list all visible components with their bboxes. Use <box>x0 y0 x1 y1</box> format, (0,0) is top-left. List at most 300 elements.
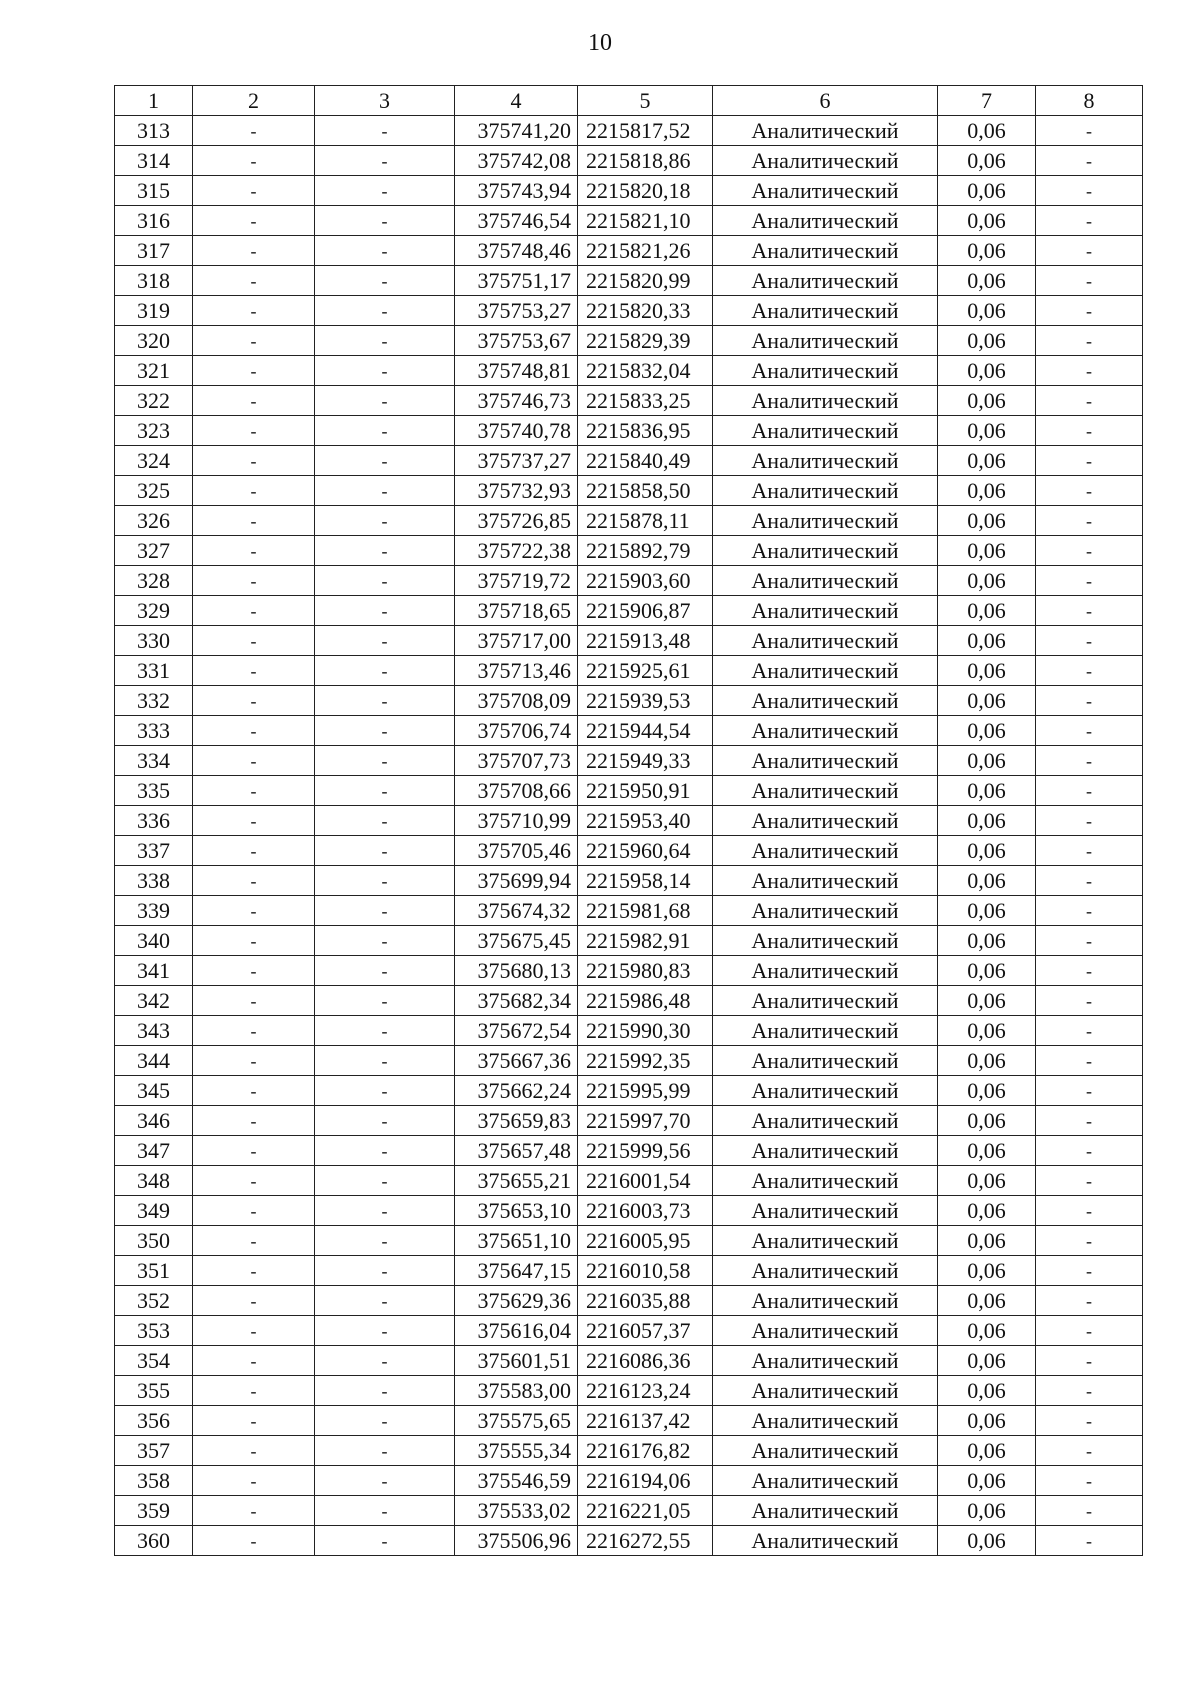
accuracy: 0,06 <box>938 146 1036 176</box>
col-2-value: - <box>193 1316 315 1346</box>
x-coordinate: 375533,02 <box>455 1496 578 1526</box>
table-row <box>115 536 1143 566</box>
table-row <box>115 1196 1143 1226</box>
table-row <box>115 1496 1143 1526</box>
accuracy: 0,06 <box>938 596 1036 626</box>
x-coordinate: 375751,17 <box>455 266 578 296</box>
col-8-value: - <box>1036 1346 1143 1376</box>
table-row <box>115 896 1143 926</box>
y-coordinate: 2215990,30 <box>578 1016 713 1046</box>
table-row <box>115 1316 1143 1346</box>
x-coordinate: 375726,85 <box>455 506 578 536</box>
col-3-value: - <box>315 476 455 506</box>
col-3-value: - <box>315 866 455 896</box>
accuracy: 0,06 <box>938 116 1036 146</box>
y-coordinate: 2215840,49 <box>578 446 713 476</box>
x-coordinate: 375601,51 <box>455 1346 578 1376</box>
method: Аналитический <box>713 266 938 296</box>
y-coordinate: 2215892,79 <box>578 536 713 566</box>
y-coordinate: 2215820,33 <box>578 296 713 326</box>
x-coordinate: 375699,94 <box>455 866 578 896</box>
col-3-value: - <box>315 1226 455 1256</box>
x-coordinate: 375710,99 <box>455 806 578 836</box>
table-row <box>115 1376 1143 1406</box>
table-row <box>115 386 1143 416</box>
col-3-value: - <box>315 1196 455 1226</box>
y-coordinate: 2215980,83 <box>578 956 713 986</box>
col-2-value: - <box>193 416 315 446</box>
col-8-value: - <box>1036 416 1143 446</box>
y-coordinate: 2216272,55 <box>578 1526 713 1556</box>
accuracy: 0,06 <box>938 1406 1036 1436</box>
table-row <box>115 716 1143 746</box>
col-2-value: - <box>193 446 315 476</box>
col-3-value: - <box>315 656 455 686</box>
y-coordinate: 2215878,11 <box>578 506 713 536</box>
col-3-value: - <box>315 1406 455 1436</box>
col-2-value: - <box>193 326 315 356</box>
col-8-value: - <box>1036 206 1143 236</box>
x-coordinate: 375506,96 <box>455 1526 578 1556</box>
col-8-value: - <box>1036 446 1143 476</box>
y-coordinate: 2215997,70 <box>578 1106 713 1136</box>
accuracy: 0,06 <box>938 716 1036 746</box>
col-8-value: - <box>1036 896 1143 926</box>
col-8-value: - <box>1036 746 1143 776</box>
accuracy: 0,06 <box>938 416 1036 446</box>
accuracy: 0,06 <box>938 1166 1036 1196</box>
col-8-value: - <box>1036 1406 1143 1436</box>
point-number: 324 <box>115 446 193 476</box>
point-number: 342 <box>115 986 193 1016</box>
col-3-value: - <box>315 716 455 746</box>
col-2-value: - <box>193 356 315 386</box>
y-coordinate: 2215982,91 <box>578 926 713 956</box>
x-coordinate: 375713,46 <box>455 656 578 686</box>
point-number: 317 <box>115 236 193 266</box>
col-3-value: - <box>315 566 455 596</box>
col-8-value: - <box>1036 1466 1143 1496</box>
col-2-value: - <box>193 1226 315 1256</box>
x-coordinate: 375718,65 <box>455 596 578 626</box>
col-2-value: - <box>193 206 315 236</box>
table-body <box>115 116 1143 1556</box>
table-row <box>115 236 1143 266</box>
point-number: 315 <box>115 176 193 206</box>
col-8-value: - <box>1036 1136 1143 1166</box>
table-row <box>115 656 1143 686</box>
accuracy: 0,06 <box>938 506 1036 536</box>
y-coordinate: 2215832,04 <box>578 356 713 386</box>
col-3-value: - <box>315 536 455 566</box>
col-3-value: - <box>315 836 455 866</box>
method: Аналитический <box>713 146 938 176</box>
method: Аналитический <box>713 926 938 956</box>
table-row <box>115 1136 1143 1166</box>
col-8-value: - <box>1036 1316 1143 1346</box>
accuracy: 0,06 <box>938 626 1036 656</box>
col-8-value: - <box>1036 716 1143 746</box>
col-2-value: - <box>193 596 315 626</box>
col-2-value: - <box>193 1526 315 1556</box>
x-coordinate: 375740,78 <box>455 416 578 446</box>
col-3-value: - <box>315 206 455 236</box>
method: Аналитический <box>713 206 938 236</box>
col-3-value: - <box>315 1316 455 1346</box>
table-row <box>115 596 1143 626</box>
y-coordinate: 2215960,64 <box>578 836 713 866</box>
y-coordinate: 2216194,06 <box>578 1466 713 1496</box>
method: Аналитический <box>713 1016 938 1046</box>
col-2-value: - <box>193 926 315 956</box>
x-coordinate: 375743,94 <box>455 176 578 206</box>
x-coordinate: 375722,38 <box>455 536 578 566</box>
x-coordinate: 375555,34 <box>455 1436 578 1466</box>
col-2-value: - <box>193 866 315 896</box>
col-3-value: - <box>315 806 455 836</box>
col-2-value: - <box>193 1136 315 1166</box>
y-coordinate: 2216137,42 <box>578 1406 713 1436</box>
x-coordinate: 375674,32 <box>455 896 578 926</box>
y-coordinate: 2216221,05 <box>578 1496 713 1526</box>
table-row <box>115 326 1143 356</box>
col-8-value: - <box>1036 356 1143 386</box>
col-2-value: - <box>193 686 315 716</box>
y-coordinate: 2216005,95 <box>578 1226 713 1256</box>
x-coordinate: 375741,20 <box>455 116 578 146</box>
table-row <box>115 986 1143 1016</box>
point-number: 323 <box>115 416 193 446</box>
point-number: 351 <box>115 1256 193 1286</box>
col-8-value: - <box>1036 1196 1143 1226</box>
col-3-value: - <box>315 296 455 326</box>
accuracy: 0,06 <box>938 806 1036 836</box>
y-coordinate: 2216057,37 <box>578 1316 713 1346</box>
method: Аналитический <box>713 506 938 536</box>
col-2-value: - <box>193 1106 315 1136</box>
col-8-value: - <box>1036 1076 1143 1106</box>
col-8-value: - <box>1036 1526 1143 1556</box>
method: Аналитический <box>713 1286 938 1316</box>
column-header: 3 <box>315 86 455 116</box>
point-number: 360 <box>115 1526 193 1556</box>
point-number: 313 <box>115 116 193 146</box>
accuracy: 0,06 <box>938 1106 1036 1136</box>
col-8-value: - <box>1036 566 1143 596</box>
point-number: 347 <box>115 1136 193 1166</box>
col-3-value: - <box>315 1076 455 1106</box>
y-coordinate: 2215821,26 <box>578 236 713 266</box>
method: Аналитический <box>713 476 938 506</box>
accuracy: 0,06 <box>938 896 1036 926</box>
table-row <box>115 446 1143 476</box>
point-number: 316 <box>115 206 193 236</box>
col-2-value: - <box>193 1286 315 1316</box>
x-coordinate: 375647,15 <box>455 1256 578 1286</box>
table-row <box>115 206 1143 236</box>
method: Аналитический <box>713 956 938 986</box>
y-coordinate: 2215818,86 <box>578 146 713 176</box>
col-8-value: - <box>1036 626 1143 656</box>
col-3-value: - <box>315 416 455 446</box>
col-3-value: - <box>315 1286 455 1316</box>
point-number: 329 <box>115 596 193 626</box>
col-8-value: - <box>1036 656 1143 686</box>
method: Аналитический <box>713 986 938 1016</box>
point-number: 356 <box>115 1406 193 1436</box>
method: Аналитический <box>713 1226 938 1256</box>
col-8-value: - <box>1036 986 1143 1016</box>
table-row <box>115 626 1143 656</box>
x-coordinate: 375753,27 <box>455 296 578 326</box>
point-number: 344 <box>115 1046 193 1076</box>
method: Аналитический <box>713 356 938 386</box>
method: Аналитический <box>713 806 938 836</box>
table-row <box>115 1106 1143 1136</box>
col-8-value: - <box>1036 266 1143 296</box>
x-coordinate: 375708,09 <box>455 686 578 716</box>
table-row <box>115 776 1143 806</box>
column-header: 8 <box>1036 86 1143 116</box>
col-3-value: - <box>315 1526 455 1556</box>
table-row <box>115 146 1143 176</box>
x-coordinate: 375659,83 <box>455 1106 578 1136</box>
x-coordinate: 375706,74 <box>455 716 578 746</box>
method: Аналитический <box>713 626 938 656</box>
table-row <box>115 1256 1143 1286</box>
point-number: 330 <box>115 626 193 656</box>
accuracy: 0,06 <box>938 1496 1036 1526</box>
point-number: 340 <box>115 926 193 956</box>
method: Аналитический <box>713 1406 938 1436</box>
x-coordinate: 375753,67 <box>455 326 578 356</box>
column-header: 7 <box>938 86 1036 116</box>
x-coordinate: 375575,65 <box>455 1406 578 1436</box>
x-coordinate: 375742,08 <box>455 146 578 176</box>
accuracy: 0,06 <box>938 1346 1036 1376</box>
method: Аналитический <box>713 1496 938 1526</box>
y-coordinate: 2215906,87 <box>578 596 713 626</box>
col-3-value: - <box>315 1106 455 1136</box>
y-coordinate: 2215944,54 <box>578 716 713 746</box>
col-2-value: - <box>193 746 315 776</box>
point-number: 322 <box>115 386 193 416</box>
col-2-value: - <box>193 1436 315 1466</box>
column-header: 5 <box>578 86 713 116</box>
method: Аналитический <box>713 1466 938 1496</box>
col-2-value: - <box>193 1076 315 1106</box>
y-coordinate: 2215981,68 <box>578 896 713 926</box>
col-3-value: - <box>315 326 455 356</box>
column-header: 6 <box>713 86 938 116</box>
col-8-value: - <box>1036 866 1143 896</box>
accuracy: 0,06 <box>938 1466 1036 1496</box>
accuracy: 0,06 <box>938 1196 1036 1226</box>
accuracy: 0,06 <box>938 386 1036 416</box>
table-row <box>115 1016 1143 1046</box>
point-number: 321 <box>115 356 193 386</box>
y-coordinate: 2215999,56 <box>578 1136 713 1166</box>
accuracy: 0,06 <box>938 326 1036 356</box>
accuracy: 0,06 <box>938 1226 1036 1256</box>
point-number: 352 <box>115 1286 193 1316</box>
col-8-value: - <box>1036 956 1143 986</box>
point-number: 320 <box>115 326 193 356</box>
x-coordinate: 375657,48 <box>455 1136 578 1166</box>
col-3-value: - <box>315 596 455 626</box>
method: Аналитический <box>713 746 938 776</box>
accuracy: 0,06 <box>938 1286 1036 1316</box>
point-number: 334 <box>115 746 193 776</box>
col-3-value: - <box>315 746 455 776</box>
point-number: 346 <box>115 1106 193 1136</box>
col-3-value: - <box>315 1136 455 1166</box>
accuracy: 0,06 <box>938 926 1036 956</box>
accuracy: 0,06 <box>938 266 1036 296</box>
col-8-value: - <box>1036 836 1143 866</box>
col-3-value: - <box>315 896 455 926</box>
col-8-value: - <box>1036 926 1143 956</box>
method: Аналитический <box>713 1526 938 1556</box>
col-2-value: - <box>193 1346 315 1376</box>
col-3-value: - <box>315 446 455 476</box>
col-8-value: - <box>1036 386 1143 416</box>
col-2-value: - <box>193 296 315 326</box>
method: Аналитический <box>713 326 938 356</box>
point-number: 328 <box>115 566 193 596</box>
table-row <box>115 1346 1143 1376</box>
x-coordinate: 375675,45 <box>455 926 578 956</box>
table-row <box>115 296 1143 326</box>
y-coordinate: 2215986,48 <box>578 986 713 1016</box>
y-coordinate: 2215820,18 <box>578 176 713 206</box>
y-coordinate: 2216003,73 <box>578 1196 713 1226</box>
x-coordinate: 375737,27 <box>455 446 578 476</box>
accuracy: 0,06 <box>938 1436 1036 1466</box>
col-3-value: - <box>315 176 455 206</box>
point-number: 341 <box>115 956 193 986</box>
col-3-value: - <box>315 1376 455 1406</box>
point-number: 318 <box>115 266 193 296</box>
y-coordinate: 2215958,14 <box>578 866 713 896</box>
col-2-value: - <box>193 1196 315 1226</box>
table-row <box>115 926 1143 956</box>
table-row <box>115 956 1143 986</box>
method: Аналитический <box>713 1436 938 1466</box>
point-number: 348 <box>115 1166 193 1196</box>
method: Аналитический <box>713 1076 938 1106</box>
point-number: 345 <box>115 1076 193 1106</box>
col-3-value: - <box>315 776 455 806</box>
col-3-value: - <box>315 1496 455 1526</box>
x-coordinate: 375672,54 <box>455 1016 578 1046</box>
col-8-value: - <box>1036 296 1143 326</box>
method: Аналитический <box>713 596 938 626</box>
col-3-value: - <box>315 986 455 1016</box>
col-2-value: - <box>193 566 315 596</box>
col-8-value: - <box>1036 536 1143 566</box>
accuracy: 0,06 <box>938 356 1036 386</box>
y-coordinate: 2215913,48 <box>578 626 713 656</box>
column-header: 2 <box>193 86 315 116</box>
point-number: 314 <box>115 146 193 176</box>
accuracy: 0,06 <box>938 1256 1036 1286</box>
col-8-value: - <box>1036 326 1143 356</box>
y-coordinate: 2215925,61 <box>578 656 713 686</box>
table-row <box>115 1076 1143 1106</box>
accuracy: 0,06 <box>938 866 1036 896</box>
col-3-value: - <box>315 1256 455 1286</box>
y-coordinate: 2215833,25 <box>578 386 713 416</box>
table-row <box>115 476 1143 506</box>
accuracy: 0,06 <box>938 1376 1036 1406</box>
accuracy: 0,06 <box>938 566 1036 596</box>
point-number: 350 <box>115 1226 193 1256</box>
accuracy: 0,06 <box>938 746 1036 776</box>
x-coordinate: 375748,81 <box>455 356 578 386</box>
table-row <box>115 1526 1143 1556</box>
method: Аналитический <box>713 386 938 416</box>
accuracy: 0,06 <box>938 1076 1036 1106</box>
col-8-value: - <box>1036 146 1143 176</box>
y-coordinate: 2215821,10 <box>578 206 713 236</box>
accuracy: 0,06 <box>938 836 1036 866</box>
method: Аналитический <box>713 1316 938 1346</box>
col-8-value: - <box>1036 236 1143 266</box>
accuracy: 0,06 <box>938 1016 1036 1046</box>
col-2-value: - <box>193 1166 315 1196</box>
method: Аналитический <box>713 896 938 926</box>
x-coordinate: 375717,00 <box>455 626 578 656</box>
page-number: 10 <box>588 30 612 56</box>
y-coordinate: 2215820,99 <box>578 266 713 296</box>
point-number: 343 <box>115 1016 193 1046</box>
x-coordinate: 375667,36 <box>455 1046 578 1076</box>
y-coordinate: 2215829,39 <box>578 326 713 356</box>
method: Аналитический <box>713 296 938 326</box>
x-coordinate: 375708,66 <box>455 776 578 806</box>
table-row <box>115 566 1143 596</box>
col-8-value: - <box>1036 1286 1143 1316</box>
col-2-value: - <box>193 626 315 656</box>
col-8-value: - <box>1036 596 1143 626</box>
table-row <box>115 1226 1143 1256</box>
x-coordinate: 375746,54 <box>455 206 578 236</box>
point-number: 335 <box>115 776 193 806</box>
point-number: 358 <box>115 1466 193 1496</box>
col-3-value: - <box>315 686 455 716</box>
table-row <box>115 1286 1143 1316</box>
point-number: 325 <box>115 476 193 506</box>
col-3-value: - <box>315 146 455 176</box>
column-header: 1 <box>115 86 193 116</box>
col-3-value: - <box>315 1346 455 1376</box>
x-coordinate: 375546,59 <box>455 1466 578 1496</box>
x-coordinate: 375629,36 <box>455 1286 578 1316</box>
col-2-value: - <box>193 1406 315 1436</box>
table-row <box>115 116 1143 146</box>
col-3-value: - <box>315 1436 455 1466</box>
col-2-value: - <box>193 1046 315 1076</box>
point-number: 327 <box>115 536 193 566</box>
col-2-value: - <box>193 1496 315 1526</box>
table-row <box>115 1046 1143 1076</box>
col-8-value: - <box>1036 806 1143 836</box>
col-3-value: - <box>315 1016 455 1046</box>
col-2-value: - <box>193 386 315 416</box>
point-number: 359 <box>115 1496 193 1526</box>
y-coordinate: 2216176,82 <box>578 1436 713 1466</box>
